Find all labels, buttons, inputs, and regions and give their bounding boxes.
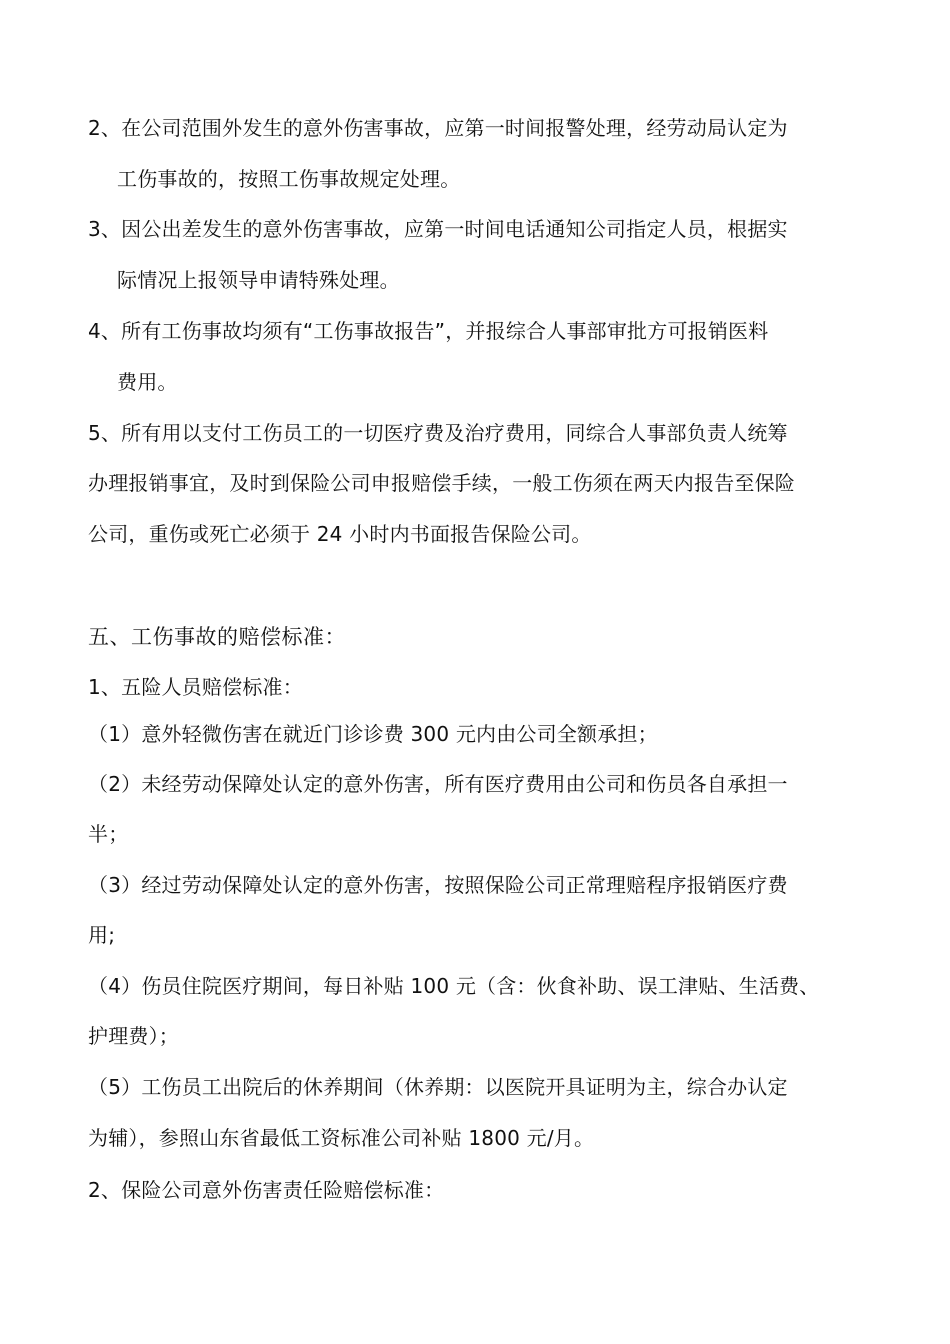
item-2-line-1: 2、在公司范围外发生的意外伤害事故，应第一时间报警处理，经劳动局认定为 xyxy=(88,116,788,140)
standard-1-line-1: （1）意外轻微伤害在就近门诊诊费 300 元内由公司全额承担； xyxy=(88,722,658,746)
subsection-2-title: 2、保险公司意外伤害责任险赔偿标准： xyxy=(88,1178,445,1202)
standard-5-line-2: 为辅），参照山东省最低工资标准公司补贴 1800 元/月。 xyxy=(88,1126,595,1150)
subsection-1-title: 1、五险人员赔偿标准： xyxy=(88,675,303,699)
standard-2-line-2: 半； xyxy=(88,822,129,846)
standard-3-line-1: （3）经过劳动保障处认定的意外伤害，按照保险公司正常理赔程序报销医疗费 xyxy=(88,873,788,897)
item-5-line-3: 公司，重伤或死亡必须于 24 小时内书面报告保险公司。 xyxy=(88,522,592,546)
item-2-line-2: 工伤事故的，按照工伤事故规定处理。 xyxy=(117,167,461,191)
item-4-line-2: 费用。 xyxy=(117,370,178,394)
item-5-line-1: 5、所有用以支付工伤员工的一切医疗费及治疗费用，同综合人事部负责人统筹 xyxy=(88,421,788,445)
standard-4-line-2: 护理费）； xyxy=(88,1024,179,1048)
standard-2-line-1: （2）未经劳动保障处认定的意外伤害，所有医疗费用由公司和伤员各自承担一 xyxy=(88,772,788,796)
standard-3-line-2: 用; xyxy=(88,923,116,947)
standard-5-line-1: （5）工伤员工出院后的休养期间（休养期：以医院开具证明为主，综合办认定 xyxy=(88,1075,788,1099)
item-3-line-1: 3、因公出差发生的意外伤害事故，应第一时间电话通知公司指定人员，根据实 xyxy=(88,217,788,241)
section-heading: 五、工伤事故的赔偿标准： xyxy=(88,625,346,649)
standard-4-line-1: （4）伤员住院医疗期间，每日补贴 100 元（含：伙食补助、误工津贴、生活费、 xyxy=(88,974,820,998)
item-3-line-2: 际情况上报领导申请特殊处理。 xyxy=(117,268,400,292)
item-4-line-1: 4、所有工伤事故均须有“工伤事故报告”，并报综合人事部审批方可报销医料 xyxy=(88,319,769,343)
item-5-line-2: 办理报销事宜，及时到保险公司申报赔偿手续，一般工伤须在两天内报告至保险 xyxy=(88,471,795,495)
